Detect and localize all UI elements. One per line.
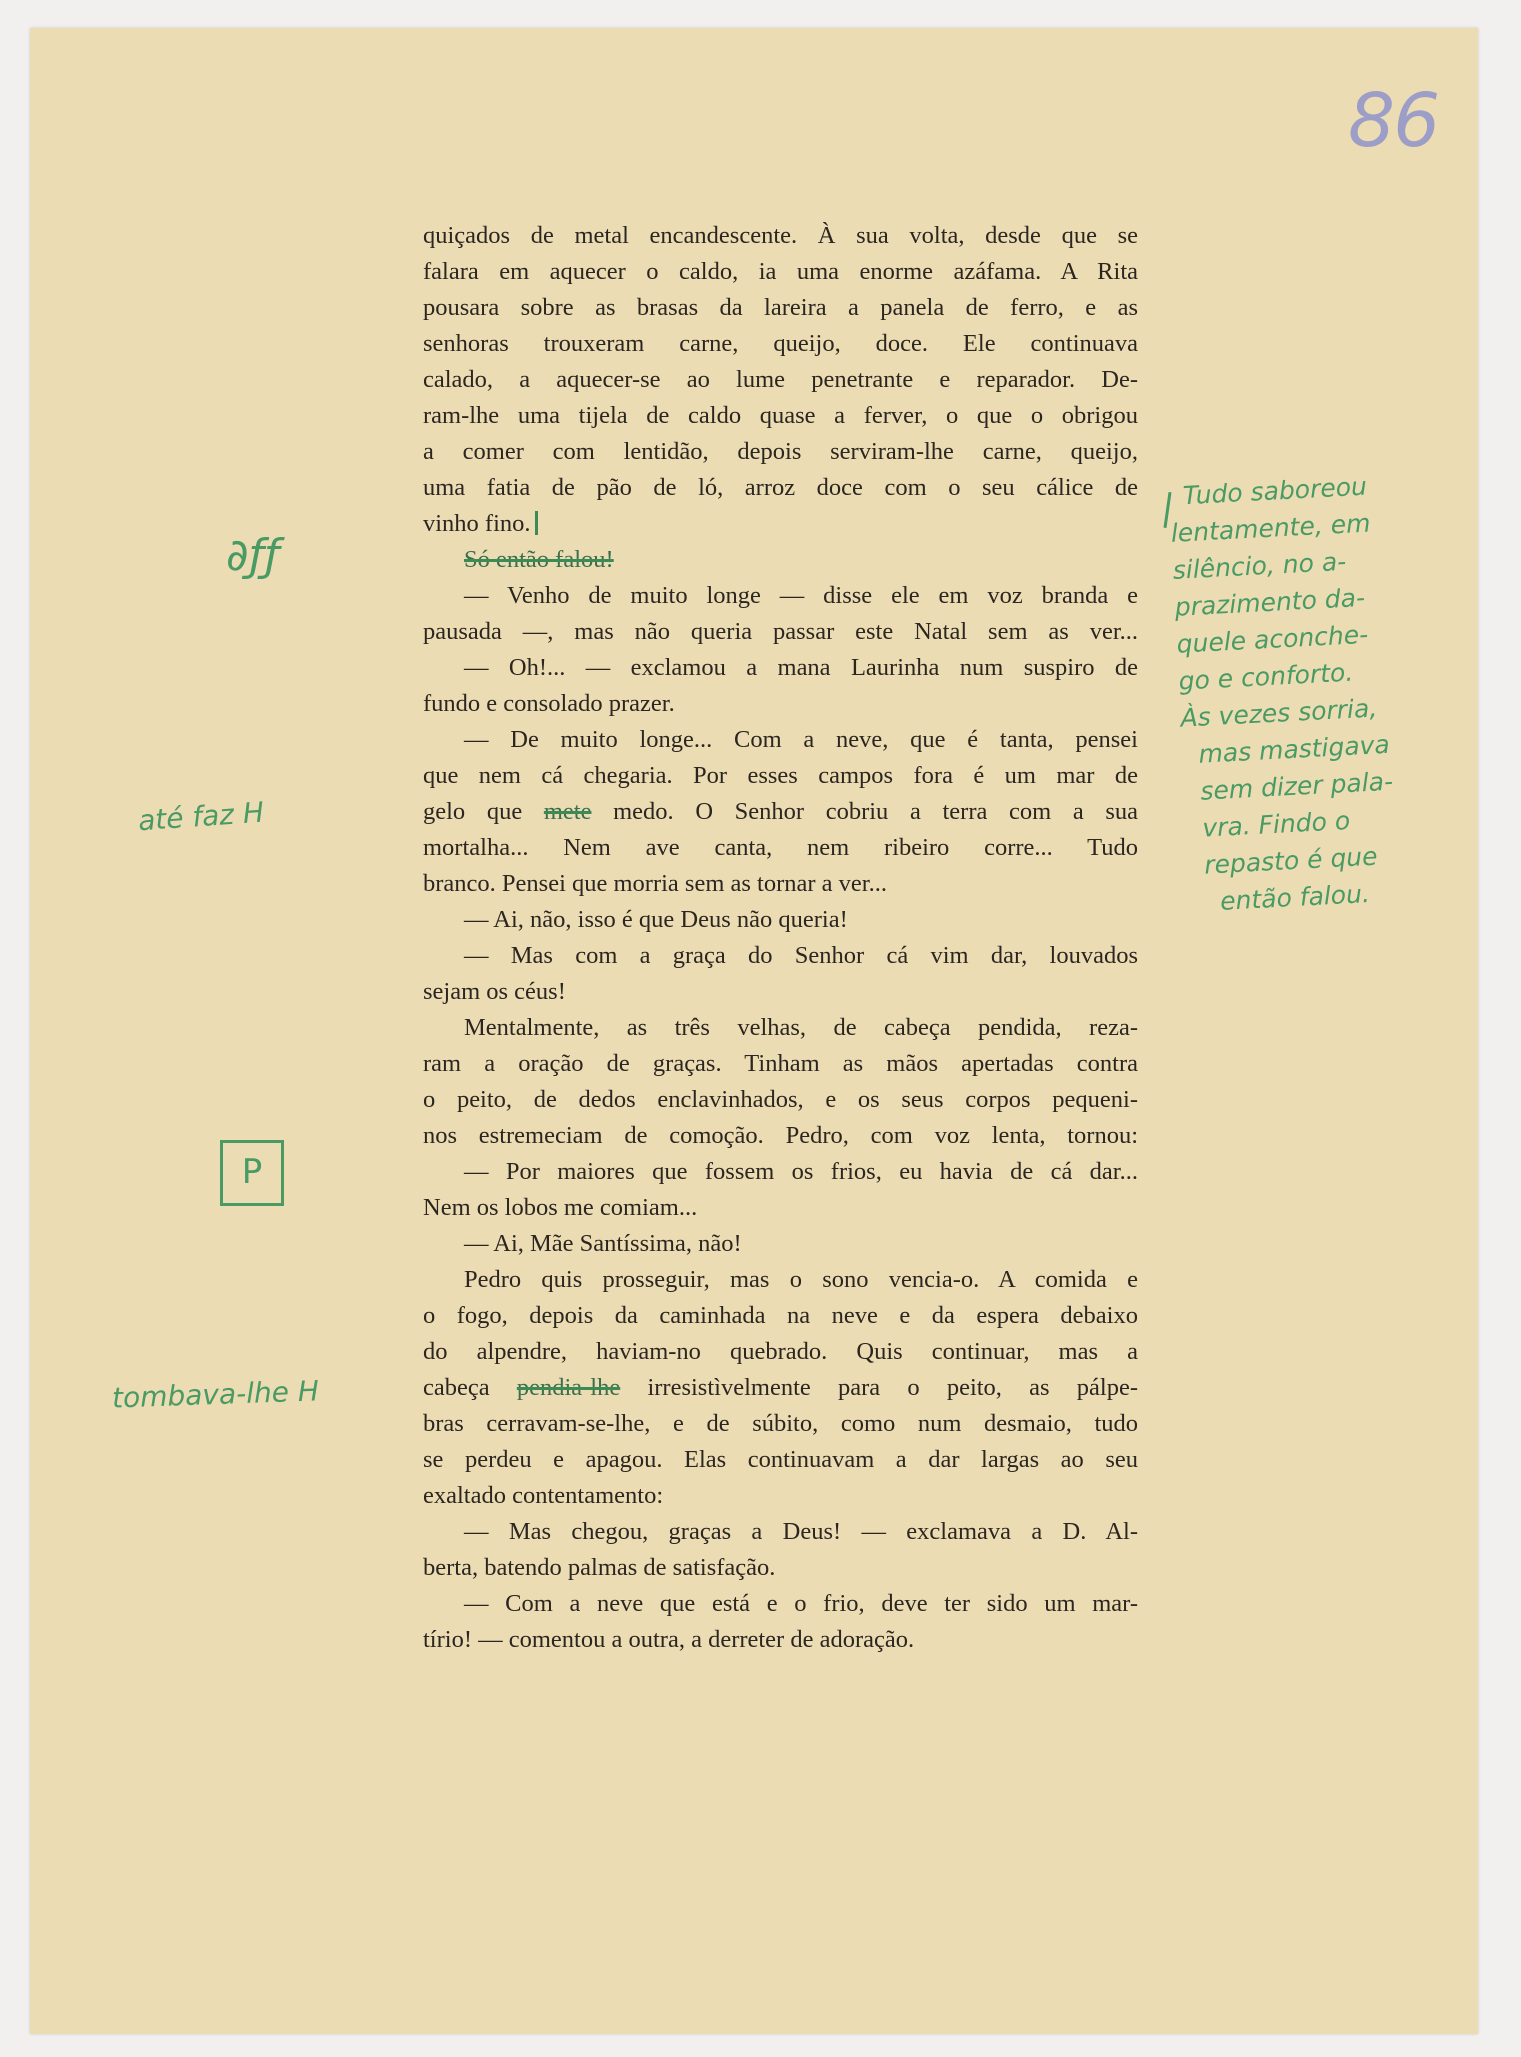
text-line: pousara sobre as brasas da lareira a panela de ferro, e as bbox=[423, 294, 1138, 321]
note-line: Tudo saboreou bbox=[1182, 471, 1368, 511]
text-line: nos estremeciam de comoção. Pedro, com voz lenta, tornou: bbox=[423, 1122, 1138, 1149]
note-line: Às vezes sorria, bbox=[1179, 693, 1378, 733]
text-line: o peito, de dedos enclavinhados, e os seus corpos pequeni- bbox=[423, 1086, 1138, 1113]
struck-text: mete bbox=[543, 798, 592, 825]
text-line: se perdeu e apagou. Elas continuavam a dar largas ao seu bbox=[423, 1446, 1138, 1473]
insertion-mark bbox=[535, 511, 538, 535]
text-line: do alpendre, haviam-no quebrado. Quis continuar, mas a bbox=[423, 1338, 1138, 1365]
margin-note-left-2: até faz H bbox=[137, 795, 265, 838]
text-line: tírio! — comentou a outra, a derreter de adoração. bbox=[423, 1626, 915, 1653]
text-line: — Mas com a graça do Senhor cá vim dar, louvados bbox=[464, 942, 1138, 969]
text-line: senhoras trouxeram carne, queijo, doce. Ele continuava bbox=[423, 330, 1138, 357]
text-line: — De muito longe... Com a neve, que é tanta, pensei bbox=[464, 726, 1138, 753]
text-line-cabeca bbox=[423, 1370, 1138, 1406]
text-line: fundo e consolado prazer. bbox=[423, 690, 675, 717]
note-line: quele aconche- bbox=[1175, 619, 1369, 659]
text-line: — Venho de muito longe — disse ele em voz branda e bbox=[464, 582, 1138, 609]
text-line: falara em aquecer o caldo, ia uma enorme azáfama. A Rita bbox=[423, 258, 1138, 285]
text-line: berta, batendo palmas de satisfação. bbox=[423, 1554, 776, 1581]
note-line: go e conforto. bbox=[1177, 657, 1354, 696]
text-span: medo. O Senhor cobriu a terra com a sua bbox=[591, 798, 1138, 825]
text-line: vinho fino. bbox=[423, 510, 531, 537]
text-line: calado, a aquecer-se ao lume penetrante e reparador. De- bbox=[423, 366, 1138, 393]
text-span: gelo que bbox=[423, 798, 544, 825]
note-line: prazimento da- bbox=[1174, 582, 1366, 622]
text-line: ram-lhe uma tijela de caldo quase a ferver, o que o obrigou bbox=[423, 402, 1138, 429]
struck-line bbox=[423, 542, 1138, 578]
text-line: — Mas chegou, graças a Deus! — exclamava a D. Al- bbox=[464, 1518, 1138, 1545]
text-line: o fogo, depois da caminhada na neve e da espera debaixo bbox=[423, 1302, 1138, 1329]
text-line: mortalha... Nem ave canta, nem ribeiro corre... Tudo bbox=[423, 834, 1138, 861]
struck-text: pendia-lhe bbox=[516, 1374, 621, 1401]
margin-note-left-4: tombava-lhe H bbox=[111, 1374, 320, 1415]
note-line: mas mastigava bbox=[1197, 729, 1391, 769]
margin-note-right bbox=[1168, 462, 1491, 921]
text-line: — Com a neve que está e o frio, deve ter sido um mar- bbox=[464, 1590, 1138, 1617]
margin-note-left-1: ∂ƒƒ bbox=[226, 530, 280, 581]
note-line: então falou. bbox=[1219, 879, 1371, 916]
text-line: uma fatia de pão de ló, arroz doce com o seu cálice de bbox=[423, 474, 1138, 501]
margin-note-left-3: P bbox=[220, 1140, 284, 1206]
struck-text: Só então falou! bbox=[464, 546, 614, 573]
note-line: vra. Findo o bbox=[1201, 805, 1351, 843]
page-number: 86 bbox=[1348, 78, 1439, 164]
text-line: Mentalmente, as três velhas, de cabeça pendida, reza- bbox=[464, 1014, 1138, 1041]
body-text bbox=[423, 218, 1138, 1658]
text-line: Pedro quis prosseguir, mas o sono vencia-o. A comida e bbox=[464, 1266, 1138, 1293]
text-line: ram a oração de graças. Tinham as mãos apertadas contra bbox=[423, 1050, 1138, 1077]
text-line: Nem os lobos me comiam... bbox=[423, 1194, 698, 1221]
text-span: cabeça bbox=[423, 1374, 517, 1401]
text-line: pausada —, mas não queria passar este Natal sem as ver... bbox=[423, 618, 1138, 645]
text-line: sejam os céus! bbox=[423, 978, 566, 1005]
note-line: lentamente, em bbox=[1170, 508, 1372, 548]
text-line: a comer com lentidão, depois serviram-lhe carne, queijo, bbox=[423, 438, 1138, 465]
note-line: repasto é que bbox=[1203, 841, 1379, 880]
text-line: — Ai, Mãe Santíssima, não! bbox=[464, 1230, 742, 1257]
note-line: silêncio, no a- bbox=[1172, 546, 1347, 585]
text-line: branco. Pensei que morria sem as tornar a ver... bbox=[423, 870, 887, 897]
text-line: exaltado contentamento: bbox=[423, 1482, 664, 1509]
text-line: — Por maiores que fossem os frios, eu havia de cá dar... bbox=[464, 1158, 1138, 1185]
note-line: sem dizer pala- bbox=[1199, 766, 1394, 806]
text-line: que nem cá chegaria. Por esses campos fora é um mar de bbox=[423, 762, 1138, 789]
text-line-gelo bbox=[423, 794, 1138, 830]
text-line: bras cerravam-se-lhe, e de súbito, como num desmaio, tudo bbox=[423, 1410, 1138, 1437]
text-line: — Oh!... — exclamou a mana Laurinha num suspiro de bbox=[464, 654, 1138, 681]
text-line-last bbox=[423, 506, 1138, 542]
text-line: — Ai, não, isso é que Deus não queria! bbox=[464, 906, 848, 933]
text-line: quiçados de metal encandescente. À sua volta, desde que se bbox=[423, 222, 1138, 249]
text-span: irresistìvelmente para o peito, as pálpe- bbox=[620, 1374, 1138, 1401]
